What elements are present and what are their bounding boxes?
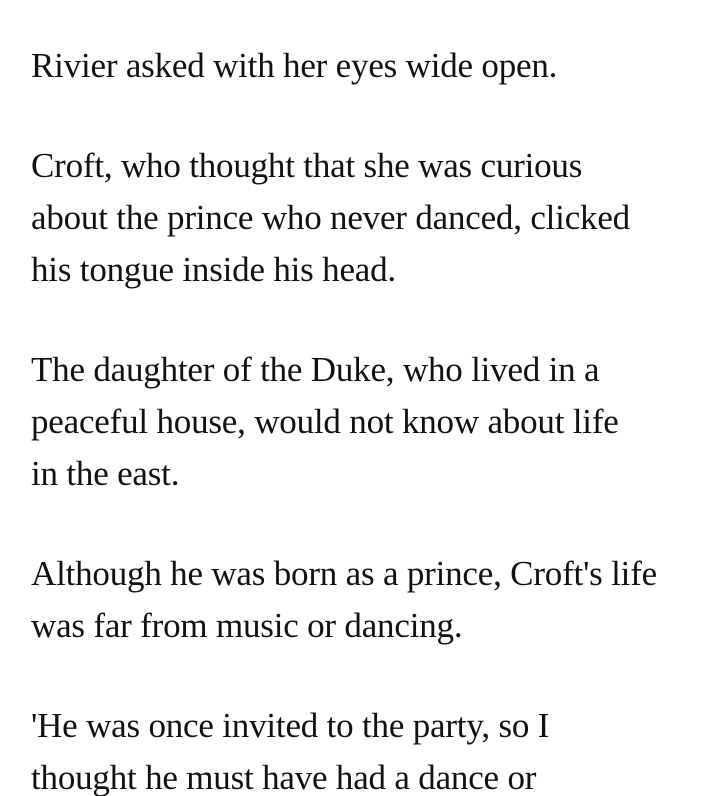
text-line: about the prince who never danced, clicked xyxy=(31,198,630,237)
text-line: thought he must have had a dance or xyxy=(31,758,537,796)
text-line: was far from music or dancing. xyxy=(31,606,463,645)
text-line: The daughter of the Duke, who lived in a xyxy=(31,350,600,389)
text-line: his tongue inside his head. xyxy=(31,250,396,289)
text-line: 'He was once invited to the party, so I xyxy=(31,706,550,745)
text-line: Rivier asked with her eyes wide open. xyxy=(31,46,558,85)
text-line: Croft, who thought that she was curious xyxy=(31,146,583,185)
text-line: Although he was born as a prince, Croft's life xyxy=(31,554,657,593)
text-line: in the east. xyxy=(31,454,180,493)
text-line: peaceful house, would not know about life xyxy=(31,402,619,441)
